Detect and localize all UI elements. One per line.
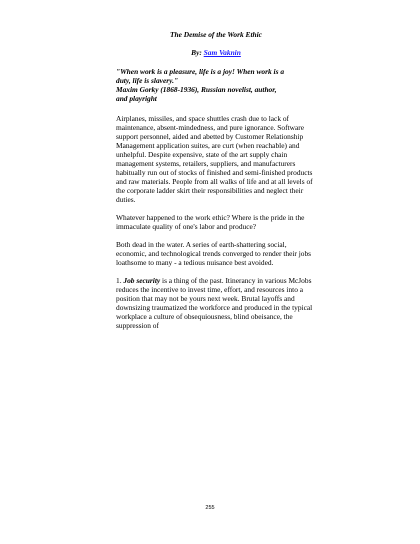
paragraph-3: Both dead in the water. A series of earth-shattering social, economic, and technological trends converged to render their jobs loathsome to many - a tedious nuisance best avoided. xyxy=(116,240,312,267)
page-number: 255 xyxy=(205,505,215,511)
byline xyxy=(116,48,316,57)
quote-attribution-line-2: and playright xyxy=(116,94,157,103)
item-text: is a thing of the past. Itinerancy in various McJobs reduces the incentive to invest time, effort, and resources into a position that may not be yours next week. Brutal layoffs and downsizing traumatized the workforce and produced in the typical workplace a culture of obsequiousness, blind obeisance, the suppression of xyxy=(116,276,313,330)
item-number: 1. xyxy=(116,276,122,285)
paragraph-1: Airplanes, missiles, and space shuttles crash due to lack of maintenance, absent-mindedness, and pure ignorance. Software support personnel, aided and abetted by Customer Relationship Management application suites, are curt (when reachable) and unhelpful. Despite expensive, state of the art supply chain management systems, retailers, suppliers, and manufacturers habitually run out of stocks of finished and semi-finished products and raw materials. People from all walks of life and at all levels of the corporate ladder skirt their responsibilities and neglect their duties. xyxy=(116,114,313,204)
document-title: The Demise of the Work Ethic xyxy=(170,30,262,39)
paragraph-2: Whatever happened to the work ethic? Where is the pride in the immaculate quality of one's labor and produce? xyxy=(116,213,305,231)
quote-text-line-1: "When work is a pleasure, life is a joy! When work is a xyxy=(116,67,285,76)
document-page xyxy=(116,30,316,339)
quote-attribution-line-1: Maxim Gorky (1868-1936), Russian novelist, author, xyxy=(116,85,277,94)
byline-prefix: By: xyxy=(191,48,202,57)
epigraph-quote xyxy=(116,67,316,103)
item-term: Job security xyxy=(123,276,161,285)
author-link[interactable]: Sam Vaknin xyxy=(203,48,241,57)
quote-text-line-2: duty, life is slavery." xyxy=(116,76,179,85)
numbered-item-1 xyxy=(116,276,316,330)
